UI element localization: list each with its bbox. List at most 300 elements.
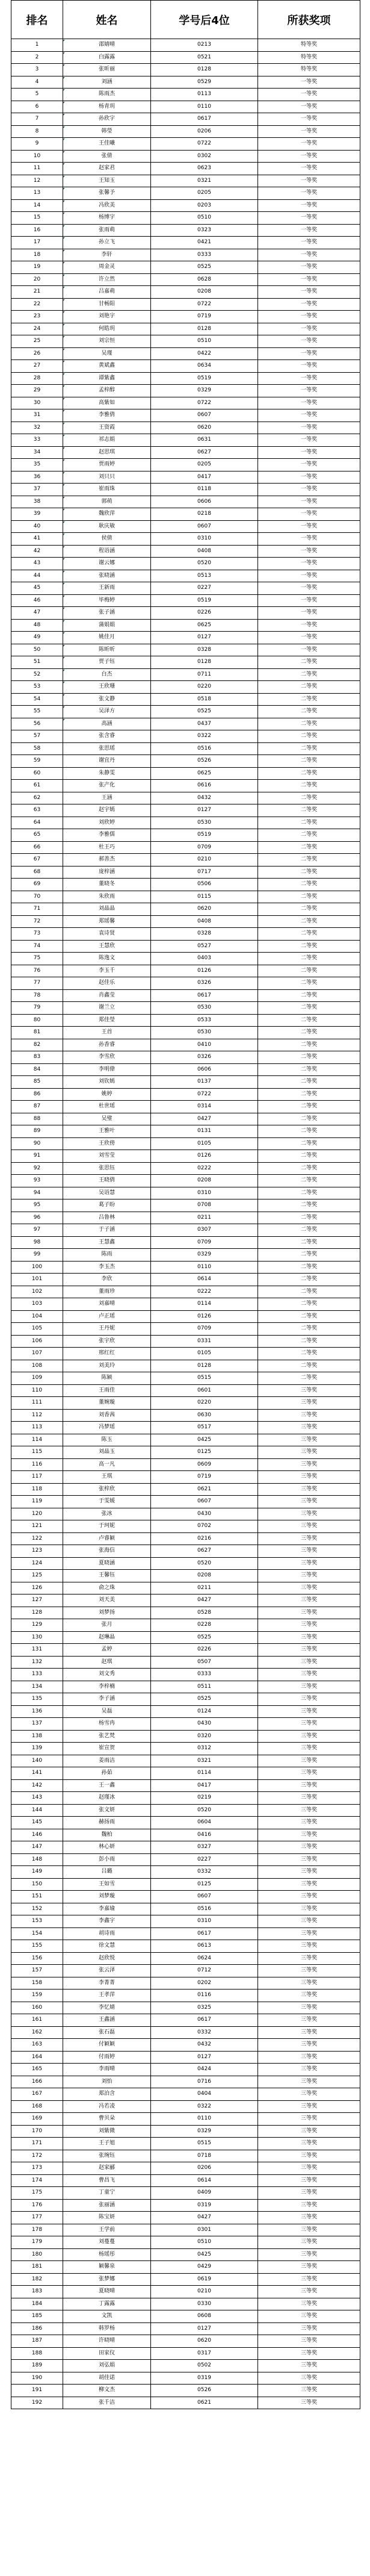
award-cell: 二等奖 [258, 1323, 360, 1336]
student-id-cell: 0404 [151, 2088, 258, 2101]
name-cell: 赵欣悦 [63, 1952, 151, 1965]
table-row [11, 2174, 360, 2187]
rank-cell: 153 [11, 1915, 63, 1928]
award-cell: 三等奖 [258, 2088, 360, 2101]
name-cell: 李雨晴 [63, 2064, 151, 2076]
table-row [11, 1199, 360, 1212]
award-cell: 三等奖 [258, 2187, 360, 2200]
table-row [11, 730, 360, 743]
table-row [11, 940, 360, 953]
award-cell: 一等奖 [258, 508, 360, 521]
award-cell: 一等奖 [258, 76, 360, 89]
name-cell: 李忆婧 [63, 2002, 151, 2014]
table-row [11, 1286, 360, 1298]
name-cell: 付颖颖 [63, 2039, 151, 2052]
award-cell: 一等奖 [258, 323, 360, 335]
name-cell: 黄斌鑫 [63, 360, 151, 373]
student-id-cell: 0607 [151, 1891, 258, 1903]
award-cell: 二等奖 [258, 928, 360, 941]
rank-cell: 137 [11, 1718, 63, 1731]
table-row [11, 1113, 360, 1125]
name-cell: 张海信 [63, 1545, 151, 1558]
award-cell: 二等奖 [258, 1310, 360, 1323]
student-id-cell: 0429 [151, 2261, 258, 2274]
student-id-cell: 0517 [151, 1422, 258, 1434]
name-cell: 张梓欣 [63, 1483, 151, 1496]
table-row [11, 1841, 360, 1854]
table-row [11, 2261, 360, 2274]
rank-cell: 56 [11, 718, 63, 730]
table-row [11, 237, 360, 249]
table-row [11, 2286, 360, 2298]
table-row [11, 125, 360, 138]
student-id-cell: 0511 [151, 1681, 258, 1693]
rank-cell: 37 [11, 484, 63, 496]
cell-comment-marker-icon [63, 459, 66, 462]
award-cell: 二等奖 [258, 1261, 360, 1274]
table-row [11, 484, 360, 496]
award-cell: 三等奖 [258, 1496, 360, 1508]
award-cell: 二等奖 [258, 1051, 360, 1064]
name-cell: 张雨萌 [63, 224, 151, 237]
award-cell: 特等奖 [258, 51, 360, 64]
student-id-cell: 0624 [151, 1952, 258, 1965]
award-cell: 二等奖 [258, 940, 360, 953]
award-cell: 特等奖 [258, 64, 360, 76]
name-cell: 王子旭 [63, 2138, 151, 2150]
rank-cell: 172 [11, 2150, 63, 2162]
award-cell: 二等奖 [258, 1150, 360, 1163]
table-row [11, 212, 360, 225]
student-id-cell: 0516 [151, 1903, 258, 1915]
rank-cell: 149 [11, 1866, 63, 1879]
student-id-cell: 0219 [151, 1792, 258, 1805]
student-id-cell: 0322 [151, 730, 258, 743]
name-cell: 张文静 [63, 693, 151, 706]
award-cell: 二等奖 [258, 891, 360, 903]
student-id-cell: 0208 [151, 1570, 258, 1582]
header-name: 姓名 [63, 1, 151, 39]
rank-cell: 18 [11, 249, 63, 261]
student-id-cell: 0628 [151, 273, 258, 286]
rank-cell: 69 [11, 879, 63, 891]
rank-cell: 175 [11, 2187, 63, 2200]
student-id-cell: 0510 [151, 2236, 258, 2249]
award-cell: 一等奖 [258, 360, 360, 373]
cell-comment-marker-icon [63, 299, 66, 302]
rank-cell: 157 [11, 1965, 63, 1977]
table-row [11, 113, 360, 126]
rank-cell: 21 [11, 286, 63, 299]
table-row [11, 2113, 360, 2126]
student-id-cell: 0634 [151, 360, 258, 373]
cell-comment-marker-icon [63, 410, 66, 412]
rank-cell: 142 [11, 1779, 63, 1792]
award-cell: 一等奖 [258, 471, 360, 484]
table-row [11, 150, 360, 163]
award-cell: 二等奖 [258, 792, 360, 804]
table-row [11, 1570, 360, 1582]
rank-cell: 26 [11, 347, 63, 360]
award-cell: 三等奖 [258, 1817, 360, 1829]
name-cell: 陈昕昕 [63, 644, 151, 656]
table-row [11, 1051, 360, 1064]
rank-cell: 50 [11, 644, 63, 656]
student-id-cell: 0416 [151, 1829, 258, 1841]
table-row [11, 323, 360, 335]
rank-cell: 74 [11, 940, 63, 953]
cell-comment-marker-icon [63, 225, 66, 228]
student-id-cell: 0321 [151, 1755, 258, 1767]
student-id-cell: 0105 [151, 1137, 258, 1150]
name-cell: 魏欣萍 [63, 508, 151, 521]
table-row [11, 1582, 360, 1594]
rank-cell: 16 [11, 224, 63, 237]
student-id-cell: 0625 [151, 767, 258, 780]
award-cell: 三等奖 [258, 1693, 360, 1706]
award-cell: 三等奖 [258, 2212, 360, 2224]
rank-cell: 104 [11, 1310, 63, 1323]
name-cell: 张思瑶 [63, 742, 151, 755]
student-id-cell: 0518 [151, 693, 258, 706]
rank-cell: 96 [11, 1212, 63, 1224]
rank-cell: 71 [11, 903, 63, 916]
table-row [11, 1298, 360, 1311]
name-cell: 吴语慧 [63, 1187, 151, 1199]
student-id-cell: 0502 [151, 2360, 258, 2372]
name-cell: 王晓倩 [63, 1175, 151, 1187]
name-cell: 卢正瑶 [63, 1310, 151, 1323]
student-id-cell: 0427 [151, 1113, 258, 1125]
rank-cell: 46 [11, 594, 63, 607]
student-id-cell: 0617 [151, 1927, 258, 1940]
table-row [11, 1891, 360, 1903]
table-row [11, 742, 360, 755]
student-id-cell: 0526 [151, 2385, 258, 2397]
award-cell: 二等奖 [258, 989, 360, 1002]
table-row [11, 372, 360, 385]
student-id-cell: 0202 [151, 1977, 258, 1990]
student-id-cell: 0312 [151, 1743, 258, 1755]
table-row [11, 471, 360, 484]
table-row [11, 1990, 360, 2002]
name-cell: 刘弘娟 [63, 2360, 151, 2372]
student-id-cell: 0630 [151, 1409, 258, 1422]
rank-cell: 72 [11, 915, 63, 928]
student-id-cell: 0425 [151, 2248, 258, 2261]
award-cell: 一等奖 [258, 607, 360, 620]
award-cell: 三等奖 [258, 1656, 360, 1669]
table-row [11, 1372, 360, 1385]
award-cell: 特等奖 [258, 39, 360, 52]
name-cell: 孟婷 [63, 1644, 151, 1657]
name-cell: 刘香茜 [63, 1409, 151, 1422]
award-cell: 二等奖 [258, 1286, 360, 1298]
name-cell: 张艺梵 [63, 1730, 151, 1743]
table-row [11, 1446, 360, 1459]
table-row [11, 1853, 360, 1866]
rank-cell: 168 [11, 2100, 63, 2113]
award-cell: 一等奖 [258, 237, 360, 249]
rank-cell: 80 [11, 1014, 63, 1027]
student-id-cell: 0719 [151, 1471, 258, 1484]
student-id-cell: 0614 [151, 1274, 258, 1286]
name-cell: 杨博宇 [63, 212, 151, 225]
rank-cell: 150 [11, 1878, 63, 1891]
cell-comment-marker-icon [63, 583, 66, 585]
student-id-cell: 0323 [151, 224, 258, 237]
rank-cell: 81 [11, 1027, 63, 1039]
award-cell: 一等奖 [258, 632, 360, 644]
name-cell: 刘蔓蔓 [63, 2236, 151, 2249]
cell-comment-marker-icon [63, 64, 66, 67]
name-cell: 李梓楠 [63, 1681, 151, 1693]
student-id-cell: 0528 [151, 1607, 258, 1619]
student-id-cell: 0222 [151, 1286, 258, 1298]
award-cell: 一等奖 [258, 520, 360, 533]
table-row [11, 175, 360, 187]
student-id-cell: 0525 [151, 1631, 258, 1644]
table-row [11, 1681, 360, 1693]
student-id-cell: 0607 [151, 1496, 258, 1508]
name-cell: 刘紫微 [63, 2125, 151, 2138]
table-row [11, 977, 360, 990]
table-row [11, 311, 360, 323]
student-id-cell: 0302 [151, 150, 258, 163]
rank-cell: 106 [11, 1335, 63, 1348]
award-cell: 二等奖 [258, 1372, 360, 1385]
rank-cell: 7 [11, 113, 63, 126]
student-id-cell: 0623 [151, 163, 258, 175]
table-row [11, 273, 360, 286]
award-cell: 三等奖 [258, 1557, 360, 1570]
rank-cell: 10 [11, 150, 63, 163]
student-id-cell: 0521 [151, 51, 258, 64]
student-id-cell: 0621 [151, 2397, 258, 2409]
rank-cell: 167 [11, 2088, 63, 2101]
award-cell: 一等奖 [258, 125, 360, 138]
rank-cell: 67 [11, 854, 63, 866]
table-row [11, 2051, 360, 2064]
cell-comment-marker-icon [63, 213, 66, 215]
table-row [11, 1483, 360, 1496]
award-cell: 三等奖 [258, 1520, 360, 1533]
rank-cell: 35 [11, 459, 63, 471]
table-row [11, 706, 360, 718]
student-id-cell: 0206 [151, 125, 258, 138]
table-row [11, 533, 360, 546]
table-row [11, 1532, 360, 1545]
award-cell: 一等奖 [258, 619, 360, 632]
award-cell: 三等奖 [258, 2002, 360, 2014]
table-row [11, 39, 360, 52]
name-cell: 王首 [63, 1027, 151, 1039]
award-cell: 三等奖 [258, 2248, 360, 2261]
cell-comment-marker-icon [63, 201, 66, 203]
award-cell: 二等奖 [258, 1224, 360, 1237]
rank-cell: 25 [11, 335, 63, 348]
rank-cell: 126 [11, 1582, 63, 1594]
table-row [11, 1594, 360, 1607]
rank-cell: 114 [11, 1434, 63, 1446]
rank-cell: 180 [11, 2248, 63, 2261]
rank-cell: 148 [11, 1853, 63, 1866]
table-row [11, 841, 360, 854]
name-cell: 李子涵 [63, 1693, 151, 1706]
student-id-cell: 0432 [151, 792, 258, 804]
student-id-cell: 0114 [151, 1767, 258, 1780]
rank-cell: 147 [11, 1841, 63, 1854]
table-row [11, 1409, 360, 1422]
name-cell: 祁志娟 [63, 434, 151, 447]
student-id-cell: 0529 [151, 76, 258, 89]
table-row [11, 2347, 360, 2360]
rank-cell: 186 [11, 2322, 63, 2335]
student-id-cell: 0533 [151, 1014, 258, 1027]
table-row [11, 1927, 360, 1940]
name-cell: 赵家君 [63, 163, 151, 175]
cell-comment-marker-icon [63, 497, 66, 499]
name-cell: 董雨珍 [63, 1286, 151, 1298]
student-id-cell: 0114 [151, 1298, 258, 1311]
cell-comment-marker-icon [63, 77, 66, 79]
name-cell: 张石磊 [63, 2026, 151, 2039]
rank-cell: 62 [11, 792, 63, 804]
cell-comment-marker-icon [63, 114, 66, 116]
student-id-cell: 0126 [151, 1150, 258, 1163]
table-row [11, 1817, 360, 1829]
rank-cell: 31 [11, 409, 63, 422]
table-row [11, 446, 360, 459]
table-row [11, 1755, 360, 1767]
student-id-cell: 0519 [151, 372, 258, 385]
rank-cell: 27 [11, 360, 63, 373]
table-row [11, 76, 360, 89]
table-row [11, 2248, 360, 2261]
rank-cell: 15 [11, 212, 63, 225]
student-id-cell: 0627 [151, 446, 258, 459]
table-row [11, 804, 360, 817]
table-row [11, 199, 360, 212]
rank-cell: 164 [11, 2051, 63, 2064]
name-cell: 吴磊 [63, 1705, 151, 1718]
name-cell: 孙欣宇 [63, 113, 151, 126]
student-id-cell: 0206 [151, 2162, 258, 2175]
award-cell: 二等奖 [258, 1125, 360, 1138]
rank-cell: 100 [11, 1261, 63, 1274]
student-id-cell: 0327 [151, 1841, 258, 1854]
student-id-cell: 0525 [151, 261, 258, 274]
student-id-cell: 0326 [151, 1051, 258, 1064]
student-id-cell: 0417 [151, 1779, 258, 1792]
cell-comment-marker-icon [63, 571, 66, 573]
student-id-cell: 0321 [151, 175, 258, 187]
name-cell: 赵家郦 [63, 2162, 151, 2175]
table-row [11, 2199, 360, 2212]
table-row [11, 1743, 360, 1755]
student-id-cell: 0124 [151, 1705, 258, 1718]
table-row [11, 101, 360, 113]
table-row [11, 1212, 360, 1224]
rank-cell: 29 [11, 385, 63, 397]
table-row [11, 1965, 360, 1977]
cell-comment-marker-icon [63, 682, 66, 684]
name-cell: 吕璐 [63, 1866, 151, 1879]
name-cell: 程语涵 [63, 545, 151, 558]
award-cell: 三等奖 [258, 2347, 360, 2360]
table-row [11, 1101, 360, 1113]
award-cell: 三等奖 [258, 2199, 360, 2212]
student-id-cell: 0216 [151, 1532, 258, 1545]
rank-cell: 34 [11, 446, 63, 459]
name-cell: 郭萌 [63, 496, 151, 508]
rank-cell: 125 [11, 1570, 63, 1582]
student-id-cell: 0228 [151, 1619, 258, 1632]
name-cell: 杜世瑶 [63, 1101, 151, 1113]
award-cell: 三等奖 [258, 1631, 360, 1644]
name-cell: 许立然 [63, 273, 151, 286]
name-cell: 姜雨洁 [63, 1755, 151, 1767]
student-id-cell: 0203 [151, 199, 258, 212]
name-cell: 杨瑶彤 [63, 2248, 151, 2261]
student-id-cell: 0301 [151, 2224, 258, 2236]
name-cell: 徐文慧 [63, 1940, 151, 1953]
award-cell: 二等奖 [258, 1335, 360, 1348]
award-cell: 三等奖 [258, 1384, 360, 1397]
table-row [11, 1644, 360, 1657]
student-id-cell: 0430 [151, 1508, 258, 1520]
student-id-cell: 0110 [151, 101, 258, 113]
rank-cell: 189 [11, 2360, 63, 2372]
table-row [11, 2076, 360, 2088]
cell-comment-marker-icon [63, 608, 66, 610]
award-cell: 三等奖 [258, 1767, 360, 1780]
award-cell: 一等奖 [258, 261, 360, 274]
rank-cell: 116 [11, 1458, 63, 1471]
rank-cell: 187 [11, 2335, 63, 2348]
award-cell: 三等奖 [258, 2174, 360, 2187]
name-cell: 赫扬雨 [63, 1817, 151, 1829]
table-row [11, 2397, 360, 2409]
name-cell: 刘天美 [63, 1594, 151, 1607]
table-row [11, 2064, 360, 2076]
rank-cell: 181 [11, 2261, 63, 2274]
table-row [11, 89, 360, 101]
award-cell: 三等奖 [258, 2224, 360, 2236]
table-row [11, 767, 360, 780]
award-cell: 三等奖 [258, 1422, 360, 1434]
award-cell: 三等奖 [258, 1644, 360, 1657]
student-id-cell: 0329 [151, 385, 258, 397]
award-cell: 一等奖 [258, 582, 360, 595]
cell-comment-marker-icon [63, 472, 66, 474]
table-row [11, 953, 360, 965]
rank-cell: 112 [11, 1409, 63, 1422]
name-cell: 颖馨泉 [63, 2261, 151, 2274]
name-cell: 陈宝妍 [63, 2212, 151, 2224]
award-cell: 二等奖 [258, 915, 360, 928]
rank-cell: 173 [11, 2162, 63, 2175]
cell-comment-marker-icon [63, 484, 66, 487]
award-cell: 二等奖 [258, 1236, 360, 1249]
award-cell: 三等奖 [258, 1915, 360, 1928]
name-cell: 谢云娜 [63, 558, 151, 570]
table-row [11, 1014, 360, 1027]
award-cell: 三等奖 [258, 1853, 360, 1866]
name-cell: 韩罗杨 [63, 2322, 151, 2335]
table-row [11, 1076, 360, 1089]
student-id-cell: 0516 [151, 742, 258, 755]
